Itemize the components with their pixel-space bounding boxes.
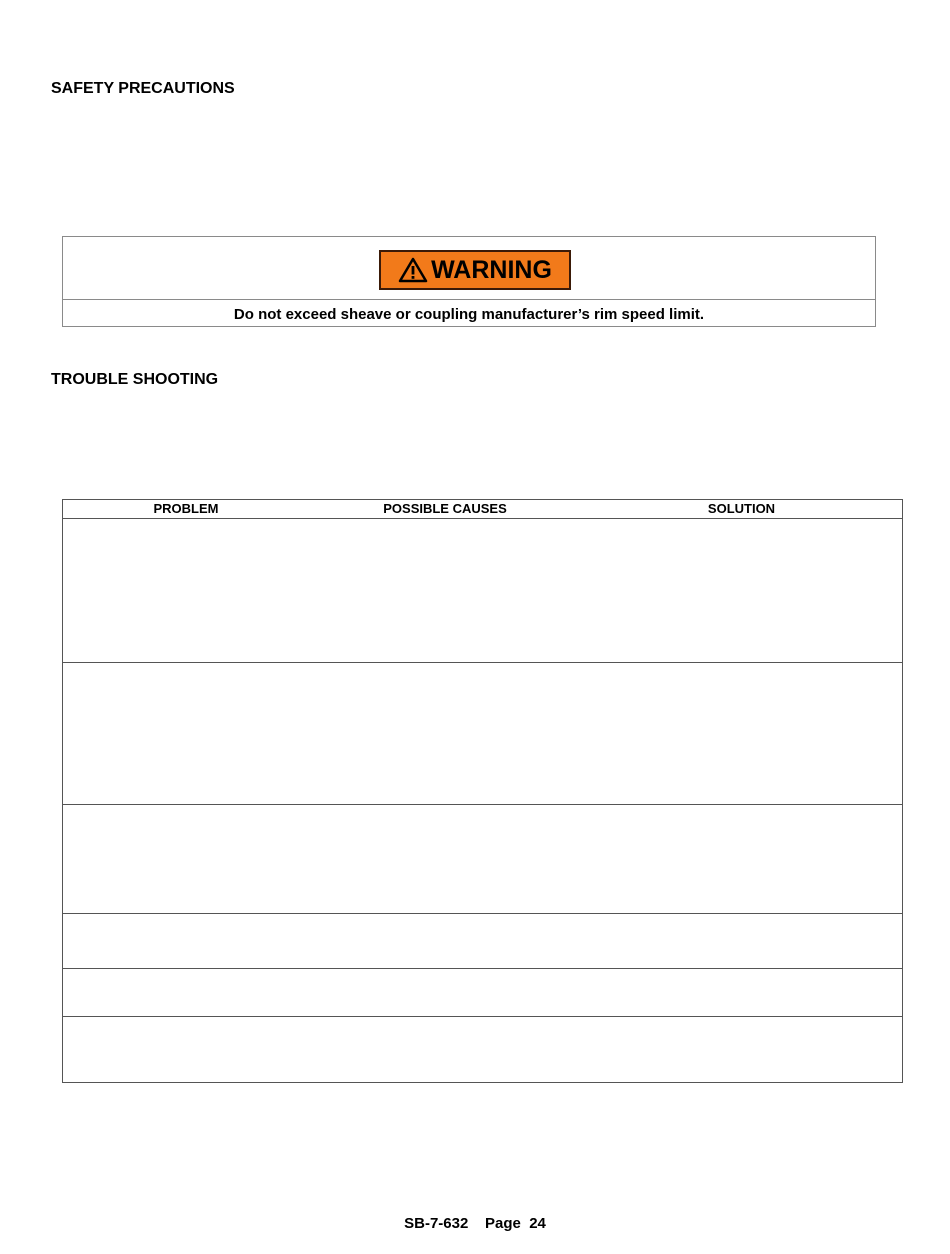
warning-badge <box>379 250 571 290</box>
table-row <box>63 663 902 805</box>
header-problem: PROBLEM <box>153 501 219 516</box>
document-id: SB-7-632 <box>404 1215 469 1232</box>
warning-message: Do not exceed sheave or coupling manufacturer’s rim speed limit. <box>233 305 705 323</box>
header-possible-causes: POSSIBLE CAUSES <box>383 501 507 516</box>
table-header-row <box>63 500 902 519</box>
trouble-shooting-heading: TROUBLE SHOOTING <box>51 371 219 388</box>
troubleshooting-table <box>62 499 903 1083</box>
table-row <box>63 969 902 1017</box>
page-label: Page <box>484 1215 521 1232</box>
safety-precautions-heading: SAFETY PRECAUTIONS <box>51 80 235 97</box>
warning-badge-row <box>63 237 875 300</box>
header-solution: SOLUTION <box>707 501 776 516</box>
warning-badge-label: WARNING <box>431 255 552 284</box>
warning-box <box>62 236 876 327</box>
table-row <box>63 914 902 969</box>
warning-triangle-icon <box>398 257 428 283</box>
table-row <box>63 519 902 663</box>
page-footer <box>0 1215 950 1232</box>
page-number: 24 <box>529 1215 546 1232</box>
table-row <box>63 805 902 914</box>
table-row <box>63 1017 902 1083</box>
